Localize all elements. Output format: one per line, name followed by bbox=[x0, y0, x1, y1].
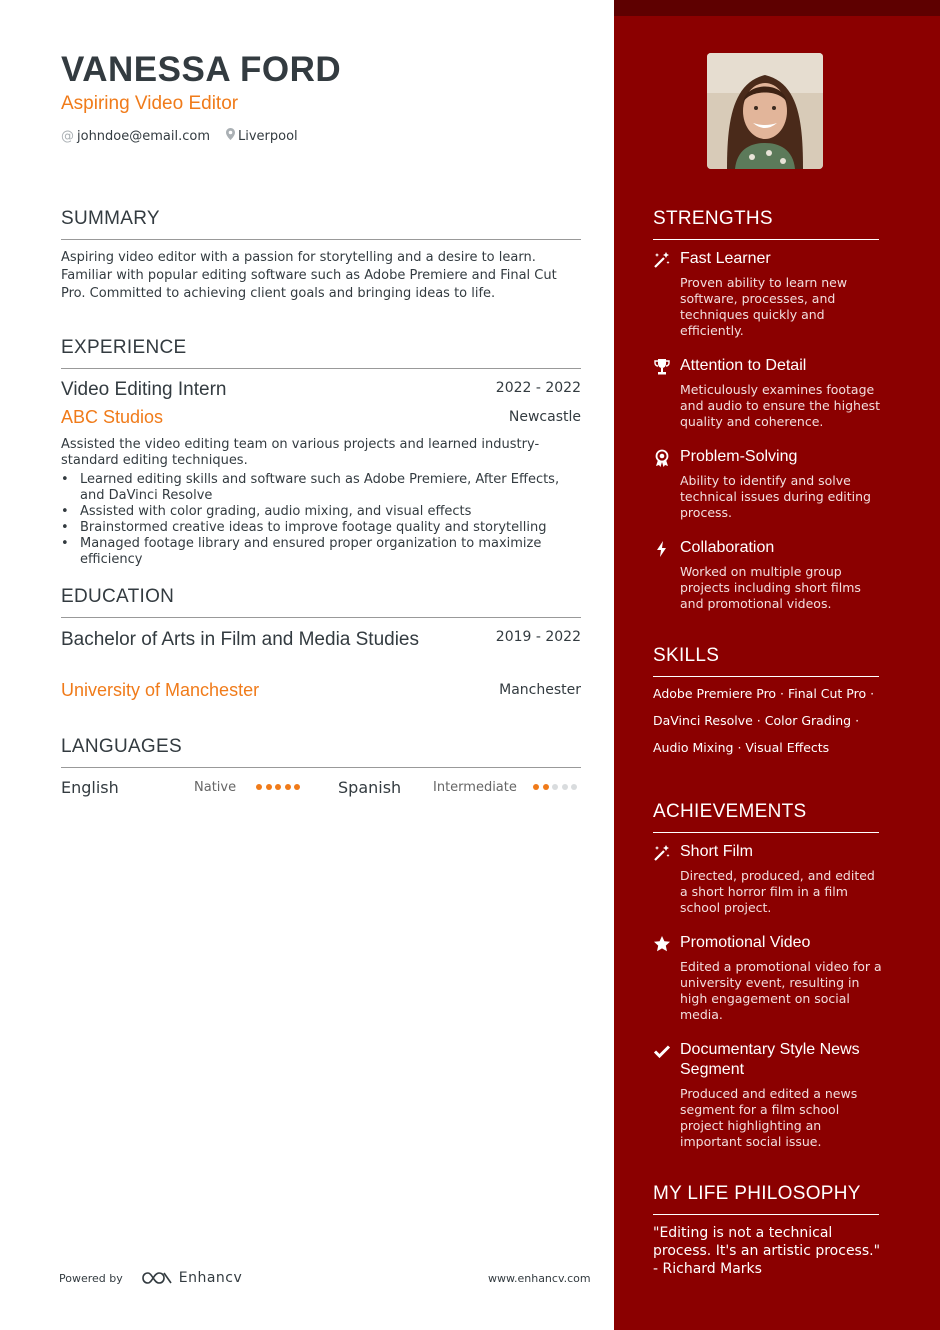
experience-divider bbox=[61, 368, 581, 369]
education-dates: 2019 - 2022 bbox=[495, 629, 581, 645]
list-item: • Assisted with color grading, audio mixing, and visual effects bbox=[61, 504, 581, 520]
rating-dot bbox=[256, 784, 262, 790]
strength-desc: Meticulously examines footage and audio to ensure the highest quality and coherence. bbox=[680, 382, 881, 429]
skills-list bbox=[653, 680, 893, 761]
job-title: Video Editing Intern bbox=[61, 379, 227, 400]
strength-title: Attention to Detail bbox=[680, 357, 807, 374]
profile-photo bbox=[707, 53, 823, 169]
rating-dot bbox=[533, 784, 539, 790]
award-icon bbox=[653, 449, 671, 467]
at-icon: @ bbox=[61, 128, 74, 144]
education-divider bbox=[61, 617, 581, 618]
strengths-title: STRENGTHS bbox=[653, 208, 773, 229]
skills-line: Adobe Premiere Pro · Final Cut Pro · bbox=[653, 686, 875, 701]
philosophy-quote: "Editing is not a technical process. It's an artistic process." - Richard Marks bbox=[653, 1225, 881, 1277]
footer-website[interactable]: www.enhancv.com bbox=[488, 1272, 591, 1285]
job-company: ABC Studios bbox=[61, 407, 164, 427]
strength-desc: Proven ability to learn new software, processes, and techniques quickly and efficiently. bbox=[680, 275, 848, 338]
contact-info bbox=[61, 128, 314, 144]
skills-line: DaVinci Resolve · Color Grading · bbox=[653, 713, 860, 728]
philosophy-title: MY LIFE PHILOSOPHY bbox=[653, 1183, 861, 1204]
achievement-desc: Edited a promotional video for a university event, resulting in high engagement on social media. bbox=[680, 959, 882, 1022]
language-level: Intermediate bbox=[433, 780, 517, 795]
language-level: Native bbox=[194, 780, 237, 795]
trophy-icon bbox=[653, 358, 671, 376]
language-rating-dots bbox=[256, 784, 304, 790]
rating-dot bbox=[571, 784, 577, 790]
location-pin-icon bbox=[226, 128, 235, 144]
education-title: EDUCATION bbox=[61, 586, 175, 607]
school-location: Manchester bbox=[499, 682, 581, 698]
strength-title: Collaboration bbox=[680, 539, 775, 556]
achievement-desc: Directed, produced, and edited a short horror film in a film school project. bbox=[680, 868, 875, 915]
languages-divider bbox=[61, 767, 581, 768]
job-location: Newcastle bbox=[508, 409, 581, 425]
summary-text: Aspiring video editor with a passion for storytelling and a desire to learn. Familiar with popular editing software such as Adobe Premiere and Final Cut Pro. Committed to achieving client goals and bringing ideas to life. bbox=[61, 250, 557, 301]
language-name: English bbox=[61, 778, 119, 797]
email-item[interactable] bbox=[61, 129, 210, 144]
sidebar bbox=[614, 0, 940, 1330]
language-name: Spanish bbox=[338, 778, 402, 797]
languages-row bbox=[61, 776, 581, 798]
candidate-role: Aspiring Video Editor bbox=[61, 93, 239, 114]
list-item: • Learned editing skills and software such as Adobe Premiere, After Effects, and DaVinci Resolve bbox=[61, 472, 581, 504]
experience-title: EXPERIENCE bbox=[61, 337, 187, 358]
skills-title: SKILLS bbox=[653, 645, 720, 666]
skills-line: Audio Mixing · Visual Effects bbox=[653, 740, 830, 755]
achievements-divider bbox=[653, 832, 879, 833]
magic-wand-icon bbox=[653, 251, 671, 269]
achievement-title: Promotional Video bbox=[680, 934, 811, 951]
skills-divider bbox=[653, 676, 879, 677]
list-item: • Brainstormed creative ideas to improve footage quality and storytelling bbox=[61, 520, 581, 536]
enhancv-logo-icon bbox=[141, 1270, 173, 1286]
email-text: johndoe@email.com bbox=[77, 128, 210, 144]
strength-desc: Worked on multiple group projects including short films and promotional videos. bbox=[680, 564, 861, 611]
rating-dot bbox=[294, 784, 300, 790]
job-description: Assisted the video editing team on various projects and learned industry-standard editing techniques. bbox=[61, 437, 540, 468]
strength-title: Fast Learner bbox=[680, 250, 771, 267]
school-name: University of Manchester bbox=[61, 680, 260, 700]
degree-title: Bachelor of Arts in Film and Media Studies bbox=[61, 629, 420, 650]
strength-desc: Ability to identify and solve technical issues during editing process. bbox=[680, 473, 871, 520]
rating-dot bbox=[552, 784, 558, 790]
languages-title: LANGUAGES bbox=[61, 736, 182, 757]
achievement-title: Documentary Style News Segment bbox=[680, 1041, 860, 1078]
strengths-divider bbox=[653, 239, 879, 240]
star-icon bbox=[653, 935, 671, 953]
location-text: Liverpool bbox=[238, 128, 298, 144]
achievement-title: Short Film bbox=[680, 843, 753, 860]
candidate-name: VANESSA FORD bbox=[61, 50, 342, 89]
enhancv-brand-text: Enhancv bbox=[178, 1270, 243, 1286]
philosophy-divider bbox=[653, 1214, 879, 1215]
achievement-desc: Produced and edited a news segment for a film school project highlighting an important social issue. bbox=[680, 1086, 858, 1149]
achievements-title: ACHIEVEMENTS bbox=[653, 801, 807, 822]
rating-dot bbox=[266, 784, 272, 790]
powered-by-text: Powered by bbox=[59, 1271, 123, 1285]
summary-title: SUMMARY bbox=[61, 208, 160, 229]
checkmark-icon bbox=[653, 1042, 671, 1060]
list-item: • Managed footage library and ensured proper organization to maximize efficiency bbox=[61, 536, 581, 568]
rating-dot bbox=[543, 784, 549, 790]
lightning-icon bbox=[653, 540, 671, 558]
language-rating-dots bbox=[533, 784, 581, 790]
footer-powered-by bbox=[59, 1270, 242, 1286]
strength-title: Problem-Solving bbox=[680, 448, 798, 465]
job-bullets bbox=[61, 472, 581, 568]
enhancv-logo[interactable] bbox=[141, 1270, 243, 1286]
rating-dot bbox=[562, 784, 568, 790]
summary-divider bbox=[61, 239, 581, 240]
rating-dot bbox=[275, 784, 281, 790]
location-item bbox=[226, 128, 298, 144]
job-dates: 2022 - 2022 bbox=[495, 380, 581, 396]
rating-dot bbox=[285, 784, 291, 790]
magic-wand-icon bbox=[653, 844, 671, 862]
sidebar-top-bar bbox=[614, 0, 940, 16]
